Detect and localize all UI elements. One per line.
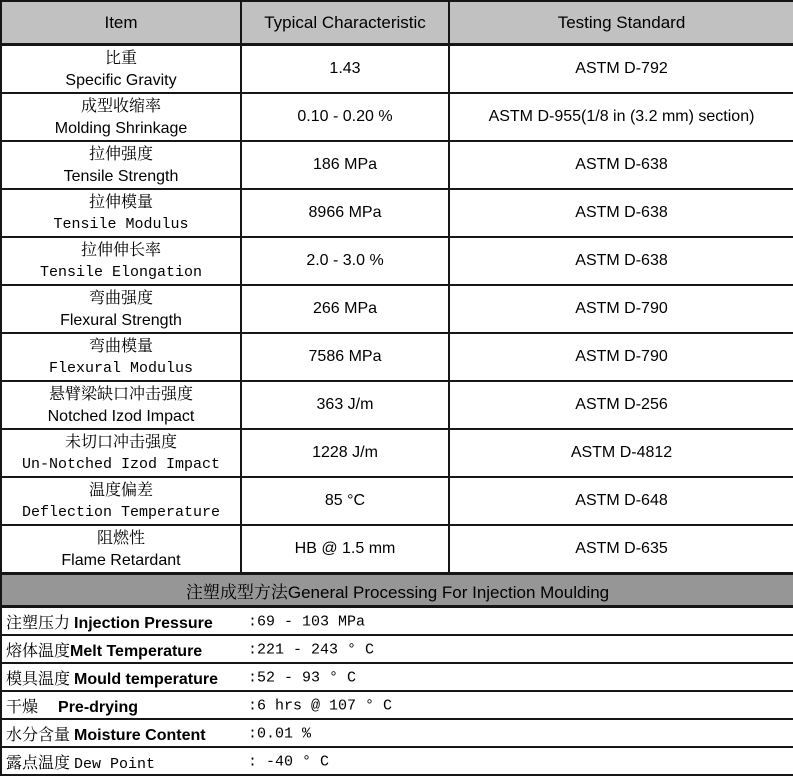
table-row-molding-shrinkage [1,93,793,141]
table-row-un-notched-izod-impact [1,429,793,477]
table-row-tensile-elongation [1,237,793,285]
table-row-flame-retardant [1,525,793,574]
processing-row-moisture-content [1,719,793,747]
item-label-zh: 弯曲模量 [88,337,153,355]
standard-cell: ASTM D-638 [449,189,793,237]
processing-value: :6 hrs @ 107 ° C [248,697,393,715]
item-label-zh: 阻燃性 [96,529,145,547]
standard-cell: ASTM D-4812 [449,429,793,477]
processing-value: :69 - 103 MPa [248,613,366,631]
item-label-en: Flame Retardant [61,551,181,569]
standard-cell: ASTM D-635 [449,525,793,574]
value-cell: 1228 J/m [241,429,449,477]
item-label-zh: 未切口冲击强度 [64,433,177,451]
processing-label-en: Mould temperature [74,670,219,688]
item-label-zh: 拉伸伸长率 [80,241,161,259]
item-cell [1,525,241,574]
item-cell [1,45,241,94]
item-cell [1,477,241,525]
standard-cell: ASTM D-790 [449,285,793,333]
column-header-item: Item [1,1,241,45]
item-label-en: Flexural Strength [60,311,182,329]
standard-cell: ASTM D-256 [449,381,793,429]
processing-label [6,694,248,717]
table-row-notched-izod-impact [1,381,793,429]
column-header-testing-standard: Testing Standard [449,1,793,45]
item-label-zh: 比重 [104,49,137,67]
processing-row-dew-point [1,747,793,775]
item-cell [1,189,241,237]
item-cell [1,237,241,285]
processing-label [6,610,248,633]
item-label-zh: 拉伸强度 [88,145,153,163]
value-cell: 363 J/m [241,381,449,429]
item-cell [1,141,241,189]
processing-label-en: Melt Temperature [70,642,203,660]
table-row-specific-gravity [1,45,793,94]
processing-label-en: Pre-drying [58,698,139,716]
processing-row-injection-pressure [1,607,793,636]
standard-cell: ASTM D-638 [449,237,793,285]
processing-row-melt-temperature [1,635,793,663]
standard-cell: ASTM D-792 [449,45,793,94]
processing-value: :221 - 243 ° C [248,641,375,659]
item-label-zh: 弯曲强度 [88,289,153,307]
processing-label-zh: 水分含量 [6,726,71,744]
value-cell: 2.0 - 3.0 % [241,237,449,285]
section-header-row [1,574,793,607]
table-row-tensile-modulus [1,189,793,237]
processing-label-en: Injection Pressure [74,614,213,632]
item-cell [1,381,241,429]
item-label-en: Un-Notched Izod Impact [21,455,221,473]
table-row-flexural-modulus [1,333,793,381]
processing-row-mould-temperature [1,663,793,691]
value-cell: 1.43 [241,45,449,94]
value-cell: 266 MPa [241,285,449,333]
item-label-en: Molding Shrinkage [54,119,188,137]
item-label-en: Tensile Strength [63,167,179,185]
item-label-en: Flexural Modulus [48,359,194,377]
value-cell: 8966 MPa [241,189,449,237]
item-label-zh: 成型收缩率 [80,97,161,115]
item-label-en: Deflection Temperature [21,503,221,521]
processing-label-zh: 干燥 [6,698,39,716]
column-header-typical-characteristic: Typical Characteristic [241,1,449,45]
processing-label [6,750,248,773]
table-row-tensile-strength [1,141,793,189]
processing-value: :0.01 % [248,725,312,743]
section-title: 注塑成型方法General Processing For Injection Moulding [1,574,793,607]
processing-label [6,666,248,689]
standard-cell: ASTM D-790 [449,333,793,381]
processing-label-zh: 露点温度 [6,754,71,772]
processing-label-zh: 注塑压力 [6,614,71,632]
processing-value: :52 - 93 ° C [248,669,357,687]
table-row-deflection-temperature [1,477,793,525]
standard-cell: ASTM D-648 [449,477,793,525]
value-cell: 85 °C [241,477,449,525]
processing-value: : -40 ° C [248,753,330,771]
table-header [1,1,793,45]
processing-label-en: Moisture Content [74,726,206,744]
value-cell: 186 MPa [241,141,449,189]
table-row-flexural-strength [1,285,793,333]
processing-label-zh: 模具温度 [6,670,71,688]
item-cell [1,333,241,381]
item-label-en: Notched Izod Impact [47,407,195,425]
item-label-zh: 拉伸模量 [88,193,153,211]
processing-label-en: Dew Point [74,755,156,773]
processing-label [6,722,248,745]
item-label-en: Tensile Modulus [53,215,189,233]
processing-row-pre-drying [1,691,793,719]
item-label-zh: 温度偏差 [88,481,153,499]
item-label-en: Specific Gravity [65,71,177,89]
item-cell [1,93,241,141]
item-cell [1,285,241,333]
item-label-en: Tensile Elongation [39,263,203,281]
value-cell: 7586 MPa [241,333,449,381]
standard-cell: ASTM D-955(1/8 in (3.2 mm) section) [449,93,793,141]
item-cell [1,429,241,477]
processing-label-zh: 熔体温度 [6,642,71,660]
item-label-zh: 悬臂梁缺口冲击强度 [48,385,193,403]
value-cell: HB @ 1.5 mm [241,525,449,574]
value-cell: 0.10 - 0.20 % [241,93,449,141]
processing-label [6,638,248,661]
header-row [1,1,793,45]
standard-cell: ASTM D-638 [449,141,793,189]
